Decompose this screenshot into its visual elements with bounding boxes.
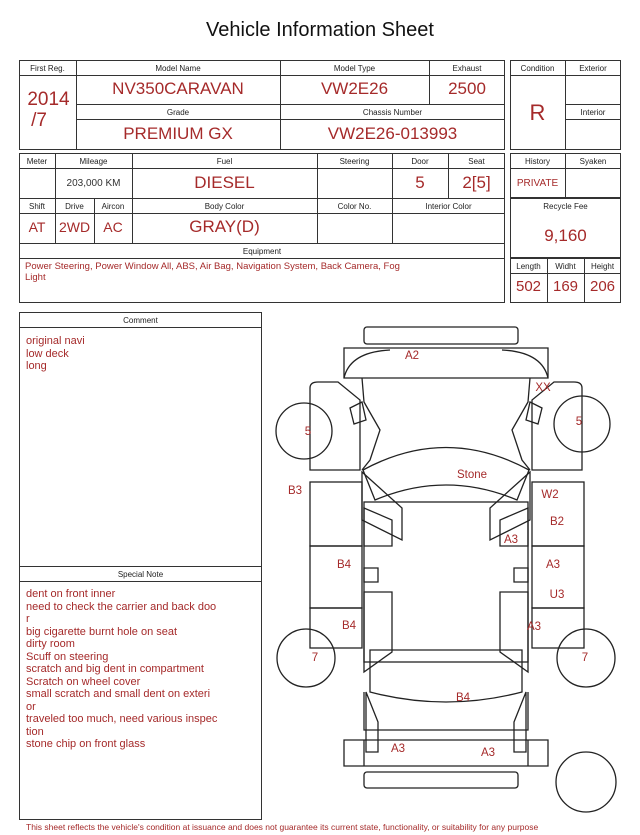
seat-label: Seat	[468, 157, 485, 166]
mark-wheel-rear-right: 7	[581, 652, 589, 664]
pillar-right	[514, 568, 528, 582]
mileage-label: Mileage	[79, 157, 108, 166]
note-line: dent on front inner	[26, 588, 116, 600]
interior-color-label: Interior Color	[425, 202, 472, 211]
comment-line: original navi	[26, 335, 85, 347]
door-left-front	[310, 482, 362, 546]
meter-label: Meter	[26, 157, 48, 166]
disclaimer-footer: This sheet reflects the vehicle's condition at issuance and does not guarantee its current state, functionality, or suitability for any purpose	[26, 822, 539, 832]
grade-label: Grade	[166, 108, 190, 117]
mark-wheel-front-right: 5	[575, 416, 583, 428]
page-title: Vehicle Information Sheet	[206, 19, 434, 41]
recycle-fee-value: 9,160	[544, 226, 587, 245]
length-label: Length	[516, 262, 541, 271]
fuel-value: DIESEL	[194, 173, 255, 192]
wheel-rear-left	[277, 629, 335, 687]
mirror-left	[350, 402, 366, 424]
equipment-line-1: Power Steering, Power Window All, ABS, Air Bag, Navigation System, Back Camera, Fog	[25, 261, 400, 272]
body-color-value: GRAY(D)	[189, 217, 260, 236]
glass-right-rear	[500, 592, 528, 672]
height-value: 206	[589, 278, 616, 295]
note-line: big cigarette burnt hole on seat	[26, 625, 178, 638]
shift-label: Shift	[28, 202, 45, 211]
mark-front-bumper: A2	[404, 350, 420, 362]
note-line: dirty room	[26, 638, 75, 650]
fender-right	[532, 382, 582, 470]
window-left-front	[364, 508, 392, 546]
history-value: PRIVATE	[516, 178, 559, 189]
mark-front-right-corner: XX	[535, 382, 551, 394]
mark-left-front-fender: B3	[287, 485, 303, 497]
width-label: Widht	[555, 262, 576, 271]
exhaust-label: Exhaust	[452, 64, 482, 73]
seat-value: 2[5]	[462, 173, 491, 192]
rear-door-left	[366, 692, 378, 752]
note-line: r	[26, 613, 30, 625]
comment-line: low deck	[26, 347, 69, 360]
note-line: tion	[26, 725, 44, 738]
model-name-value: NV350CARAVAN	[112, 79, 244, 98]
glass-left-rear	[364, 592, 392, 672]
note-line: scratch and big dent in compartment	[26, 663, 204, 675]
first-reg-month: /7	[31, 110, 47, 131]
length-value: 502	[515, 278, 542, 295]
width-value: 169	[552, 278, 579, 295]
comment-label: Comment	[123, 316, 158, 325]
mark-right-rear-pillar: A3	[526, 621, 542, 633]
door-label: Door	[411, 157, 429, 166]
model-type-label: Model Type	[333, 64, 376, 73]
mark-left-front-door: B4	[336, 559, 352, 571]
equipment-label: Equipment	[242, 247, 282, 256]
height-label: Height	[590, 262, 615, 271]
note-line: need to check the carrier and back doo	[26, 600, 217, 613]
grade-value: PREMIUM GX	[123, 124, 233, 143]
first-reg-year: 2014	[27, 89, 70, 110]
history-label: History	[525, 157, 550, 166]
windshield	[363, 448, 529, 501]
fuel-label: Fuel	[216, 157, 233, 166]
mark-roof-rear: B4	[455, 692, 471, 704]
mark-rear-bumper-left: A3	[390, 743, 406, 755]
headlight-right	[502, 350, 548, 378]
front-bumper	[364, 327, 518, 344]
headlight-left	[344, 350, 390, 378]
note-line: Scratch on wheel cover	[26, 675, 141, 688]
door-value: 5	[415, 173, 425, 192]
recycle-fee-label: Recycle Fee	[543, 202, 588, 211]
mark-wheel-front-left: 5	[304, 426, 312, 438]
rear-door-right	[514, 692, 526, 752]
note-line: or	[26, 700, 36, 713]
model-name-label: Model Name	[155, 64, 201, 73]
aircon-label: Aircon	[101, 202, 125, 211]
roof	[364, 502, 528, 662]
note-line: traveled too much, need various inspec	[26, 713, 218, 725]
rear-step	[364, 772, 518, 788]
condition-value: R	[529, 100, 546, 125]
rear-glass	[370, 650, 522, 702]
car-damage-diagram	[270, 320, 630, 820]
door-left-rear	[310, 546, 362, 608]
chassis-number-label: Chassis Number	[362, 108, 423, 117]
drive-value: 2WD	[58, 219, 91, 235]
mark-right-front-door: B2	[549, 516, 565, 528]
special-note-lines	[26, 588, 217, 751]
comment-lines	[26, 335, 85, 373]
shift-value: AT	[28, 219, 46, 235]
equipment-line-2: Light	[25, 272, 46, 283]
hood	[362, 378, 530, 470]
condition-label: Condition	[520, 64, 555, 73]
color-no-label: Color No.	[337, 202, 372, 211]
body-color-label: Body Color	[204, 202, 245, 211]
syaken-label: Syaken	[579, 157, 607, 166]
mark-right-rear-door-lower: U3	[549, 589, 565, 601]
mirror-right	[526, 402, 542, 424]
mark-windshield: Stone	[456, 469, 488, 481]
mark-right-rear-door: A3	[545, 559, 561, 571]
model-type-value: VW2E26	[320, 79, 389, 98]
interior-label: Interior	[580, 108, 606, 117]
spare-tire	[556, 752, 616, 812]
exterior-label: Exterior	[579, 64, 607, 73]
mark-wheel-rear-left: 7	[311, 652, 319, 664]
mark-left-rear-door: B4	[341, 620, 357, 632]
aircon-value: AC	[103, 219, 123, 235]
note-line: small scratch and small dent on exteri	[26, 688, 211, 700]
pillar-left	[364, 568, 378, 582]
mark-rear-bumper-right: A3	[480, 747, 496, 759]
steering-label: Steering	[339, 157, 370, 166]
note-line: Scuff on steering	[26, 650, 109, 663]
comment-line: long	[26, 360, 47, 372]
rear-bumper	[344, 740, 548, 766]
mark-right-pillar: A3	[503, 534, 519, 546]
chassis-number-value: VW2E26-013993	[327, 124, 458, 143]
exhaust-value: 2500	[448, 79, 486, 98]
note-line: stone chip on front glass	[26, 738, 146, 750]
rear-body	[364, 692, 528, 730]
first-reg-label: First Reg.	[30, 64, 65, 73]
special-note-label: Special Note	[117, 570, 164, 579]
drive-label: Drive	[65, 202, 84, 211]
mileage-value: 203,000 KM	[66, 178, 121, 189]
mark-right-front-door-top: W2	[541, 489, 559, 501]
fender-left	[310, 382, 360, 470]
